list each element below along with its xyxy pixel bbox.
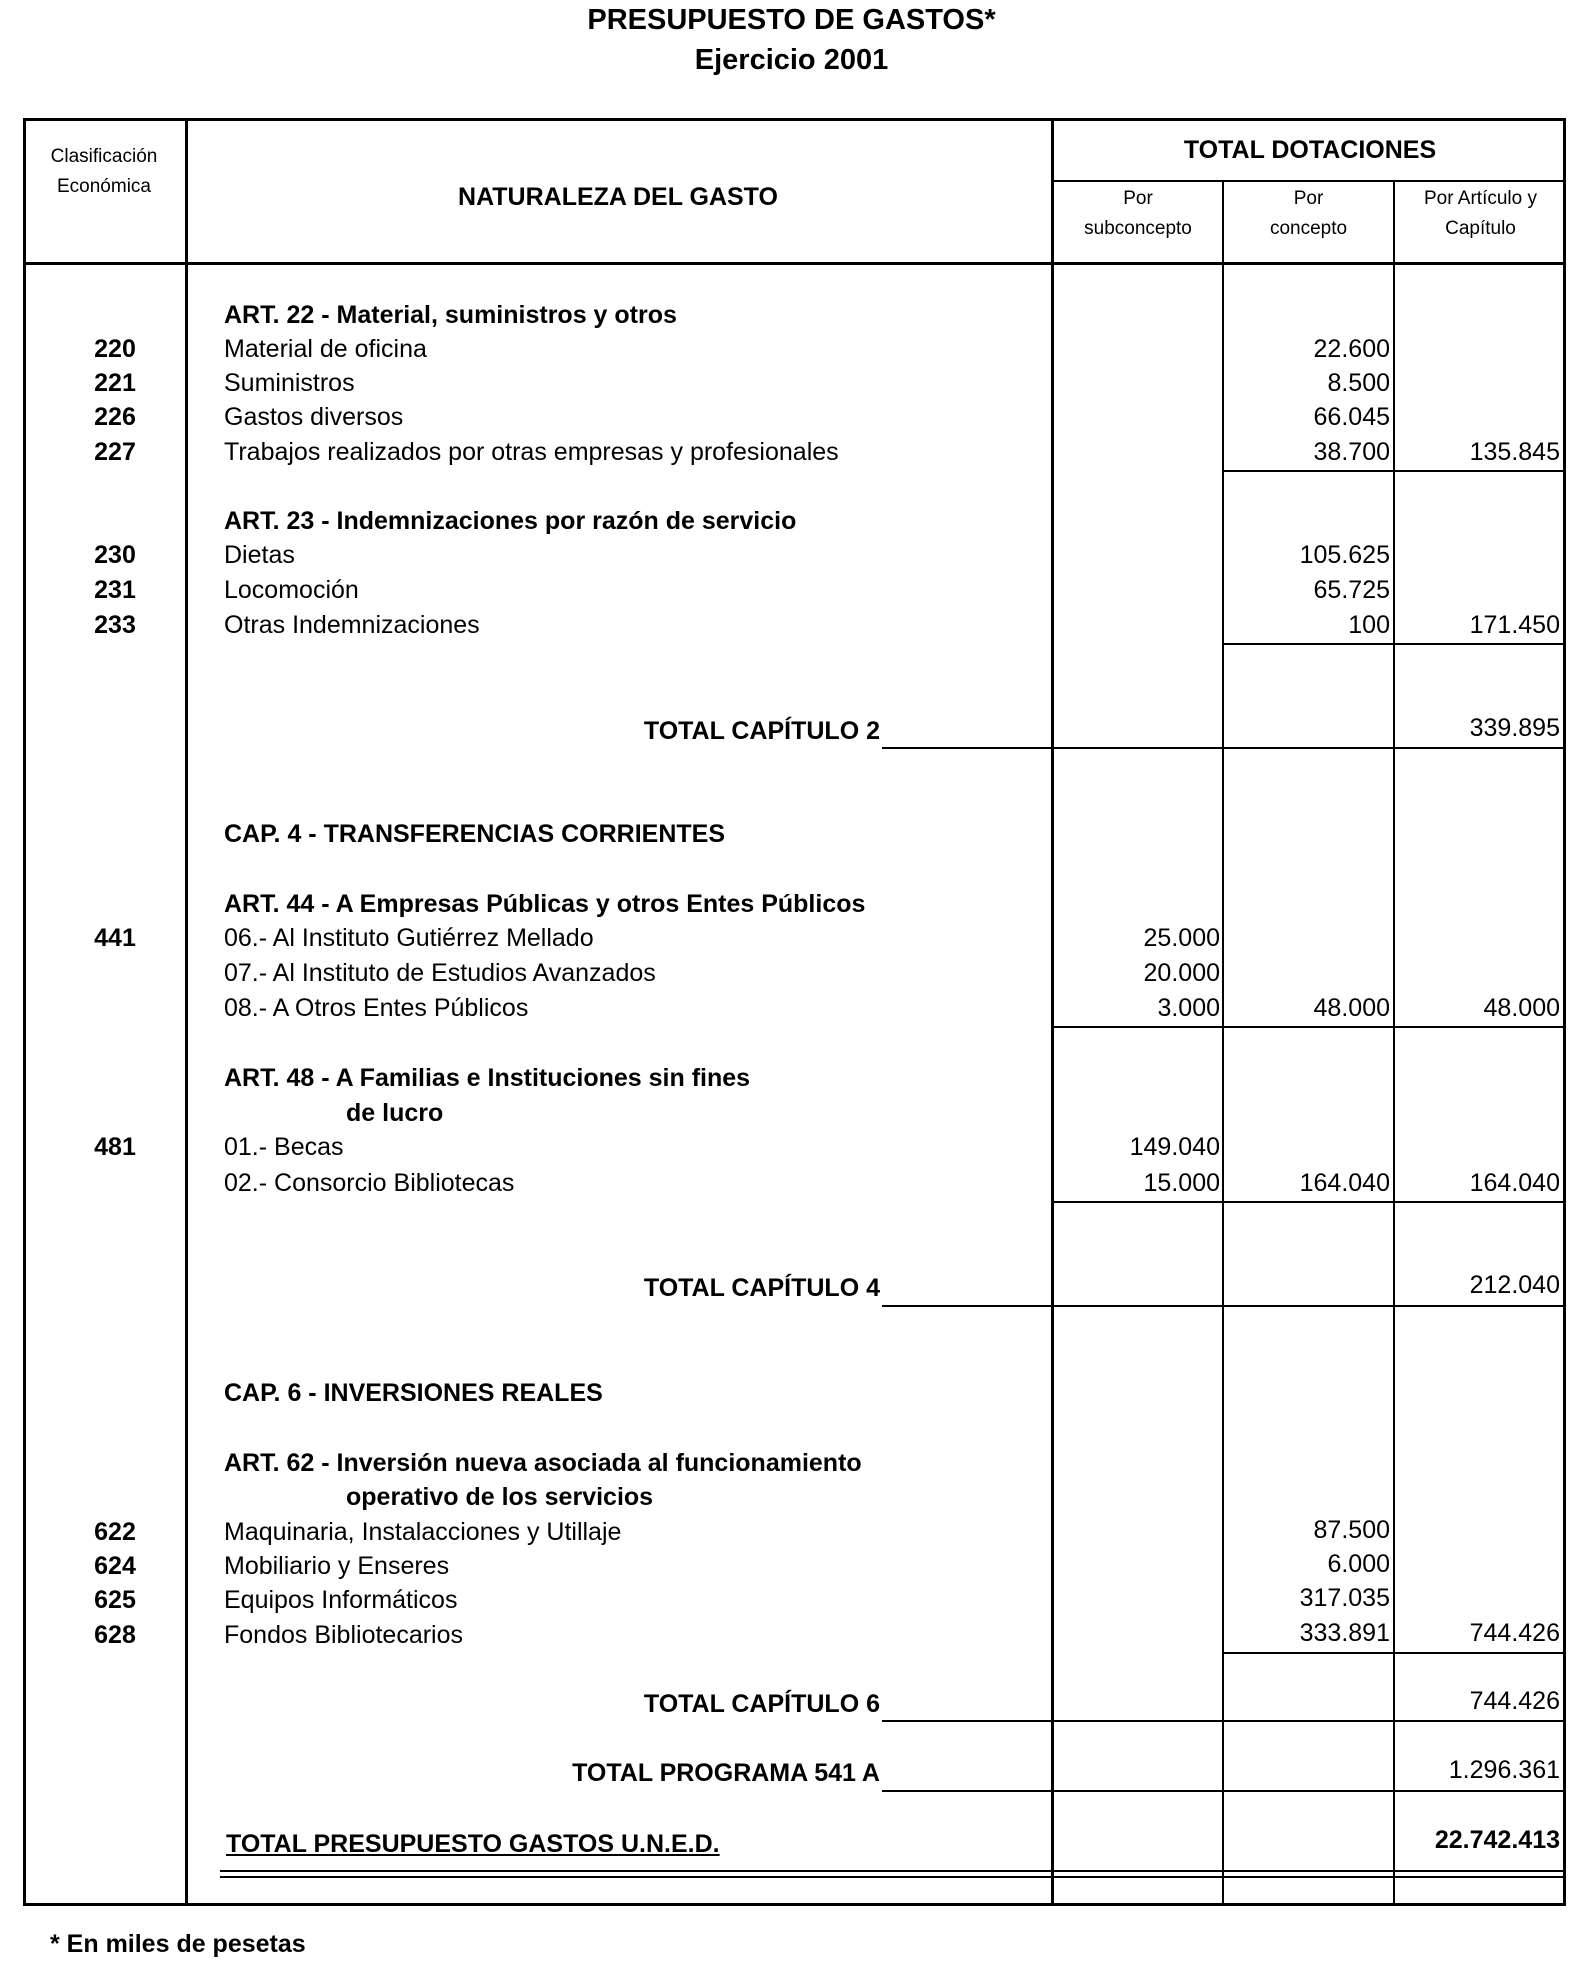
row-code: 221 — [94, 369, 136, 397]
header-clasificacion-line2: Económica — [57, 176, 151, 197]
article-heading: ART. 48 - A Familias e Instituciones sin fines — [224, 1064, 751, 1092]
article-heading: ART. 62 - Inversión nueva asociada al funcionamiento — [224, 1449, 862, 1477]
row-concepto: 105.625 — [1299, 541, 1390, 569]
grand-total-line — [220, 1876, 1566, 1878]
header-total-dotaciones: TOTAL DOTACIONES — [1183, 136, 1437, 164]
header-col2-line2: concepto — [1269, 218, 1348, 239]
row-subconcepto: 20.000 — [1143, 959, 1220, 987]
col-divider — [185, 118, 188, 1906]
row-concepto: 317.035 — [1299, 1584, 1390, 1612]
row-concepto: 38.700 — [1313, 438, 1390, 466]
row-concepto: 65.725 — [1313, 576, 1390, 604]
row-articulo: 48.000 — [1483, 994, 1560, 1022]
row-desc: Locomoción — [224, 576, 359, 604]
header-naturaleza: NATURALEZA DEL GASTO — [458, 183, 778, 211]
row-concepto: 164.040 — [1299, 1169, 1390, 1197]
total-line — [882, 1790, 1566, 1792]
row-desc: Equipos Informáticos — [224, 1586, 458, 1614]
row-desc: 08.- A Otros Entes Públicos — [224, 994, 529, 1022]
row-concepto: 6.000 — [1327, 1550, 1390, 1578]
row-code: 231 — [94, 576, 136, 604]
header-clasificacion — [23, 142, 185, 202]
row-desc: 06.- Al Instituto Gutiérrez Mellado — [224, 924, 594, 952]
chapter-heading: CAP. 6 - INVERSIONES REALES — [224, 1379, 603, 1407]
total-programa-value: 1.296.361 — [1448, 1756, 1560, 1784]
row-articulo: 164.040 — [1469, 1169, 1560, 1197]
header-col1-line2: subconcepto — [1084, 218, 1192, 239]
grand-total-line — [220, 1870, 1566, 1872]
header-line — [23, 262, 1566, 265]
row-desc: Maquinaria, Instalacciones y Utillaje — [224, 1518, 622, 1546]
row-concepto: 87.500 — [1313, 1516, 1390, 1544]
row-code: 481 — [94, 1133, 136, 1161]
subtotal-line — [1222, 643, 1566, 645]
row-desc: Dietas — [224, 541, 295, 569]
row-subconcepto: 25.000 — [1143, 924, 1220, 952]
row-desc: Trabajos realizados por otras empresas y profesionales — [224, 438, 839, 466]
total-programa: TOTAL PROGRAMA 541 A — [572, 1759, 880, 1787]
total-capitulo-2-value: 339.895 — [1469, 714, 1560, 742]
total-presupuesto: TOTAL PRESUPUESTO GASTOS U.N.E.D. — [226, 1830, 720, 1858]
article-heading-cont: de lucro — [346, 1099, 444, 1127]
row-desc: Mobiliario y Enseres — [224, 1552, 450, 1580]
article-heading: ART. 23 - Indemnizaciones por razón de servicio — [224, 507, 797, 535]
total-capitulo-2: TOTAL CAPÍTULO 2 — [643, 717, 880, 745]
row-code: 441 — [94, 924, 136, 952]
header-col2-line1: Por — [1293, 188, 1324, 209]
row-desc: Gastos diversos — [224, 403, 404, 431]
row-concepto: 333.891 — [1299, 1619, 1390, 1647]
row-code: 628 — [94, 1621, 136, 1649]
total-capitulo-4: TOTAL CAPÍTULO 4 — [643, 1274, 880, 1302]
row-code: 233 — [94, 611, 136, 639]
total-capitulo-6-value: 744.426 — [1469, 1687, 1560, 1715]
header-por-subconcepto — [1054, 184, 1222, 244]
page-title: PRESUPUESTO DE GASTOS* — [587, 4, 996, 36]
total-line — [882, 747, 1566, 749]
row-code: 622 — [94, 1518, 136, 1546]
row-desc: Suministros — [224, 369, 355, 397]
row-code: 230 — [94, 541, 136, 569]
row-code: 226 — [94, 403, 136, 431]
subtotal-line — [1222, 1652, 1566, 1654]
footnote: * En miles de pesetas — [50, 1930, 306, 1958]
header-line — [1051, 180, 1566, 182]
article-heading-cont: operativo de los servicios — [346, 1483, 654, 1511]
header-por-concepto — [1224, 184, 1393, 244]
total-capitulo-6: TOTAL CAPÍTULO 6 — [643, 1690, 880, 1718]
row-articulo: 744.426 — [1469, 1619, 1560, 1647]
row-concepto: 100 — [1348, 611, 1390, 639]
page-subtitle: Ejercicio 2001 — [694, 44, 889, 76]
row-desc: Otras Indemnizaciones — [224, 611, 480, 639]
row-desc: 07.- Al Instituto de Estudios Avanzados — [224, 959, 656, 987]
row-subconcepto: 3.000 — [1157, 994, 1220, 1022]
row-code: 624 — [94, 1552, 136, 1580]
header-clasificacion-line1: Clasificación — [50, 146, 158, 167]
row-concepto: 66.045 — [1313, 403, 1390, 431]
row-desc: Fondos Bibliotecarios — [224, 1621, 464, 1649]
row-code: 220 — [94, 335, 136, 363]
row-code: 625 — [94, 1586, 136, 1614]
chapter-heading: CAP. 4 - TRANSFERENCIAS CORRIENTES — [224, 820, 725, 848]
row-articulo: 171.450 — [1469, 611, 1560, 639]
row-desc: 02.- Consorcio Bibliotecas — [224, 1169, 515, 1197]
row-subconcepto: 15.000 — [1143, 1169, 1220, 1197]
total-line — [882, 1305, 1566, 1307]
header-col3-line2: Capítulo — [1445, 218, 1516, 239]
row-concepto: 22.600 — [1313, 335, 1390, 363]
header-col1-line1: Por — [1123, 188, 1153, 209]
article-heading: ART. 22 - Material, suministros y otros — [224, 301, 677, 329]
row-subconcepto: 149.040 — [1129, 1133, 1220, 1161]
row-concepto: 48.000 — [1313, 994, 1390, 1022]
col-divider — [1222, 182, 1224, 1906]
subtotal-line — [1051, 1026, 1566, 1028]
row-desc: Material de oficina — [224, 335, 427, 363]
subtotal-line — [1051, 1201, 1566, 1203]
article-heading: ART. 44 - A Empresas Públicas y otros Entes Públicos — [224, 890, 866, 918]
total-line — [882, 1720, 1566, 1722]
row-articulo: 135.845 — [1469, 438, 1560, 466]
subtotal-line — [1222, 470, 1566, 472]
total-presupuesto-value: 22.742.413 — [1434, 1826, 1560, 1854]
header-col3-line1: Por Artículo y — [1424, 188, 1537, 209]
row-concepto: 8.500 — [1327, 369, 1390, 397]
total-capitulo-4-value: 212.040 — [1469, 1271, 1560, 1299]
header-por-articulo — [1395, 184, 1566, 244]
row-desc: 01.- Becas — [224, 1133, 344, 1161]
row-code: 227 — [94, 438, 136, 466]
